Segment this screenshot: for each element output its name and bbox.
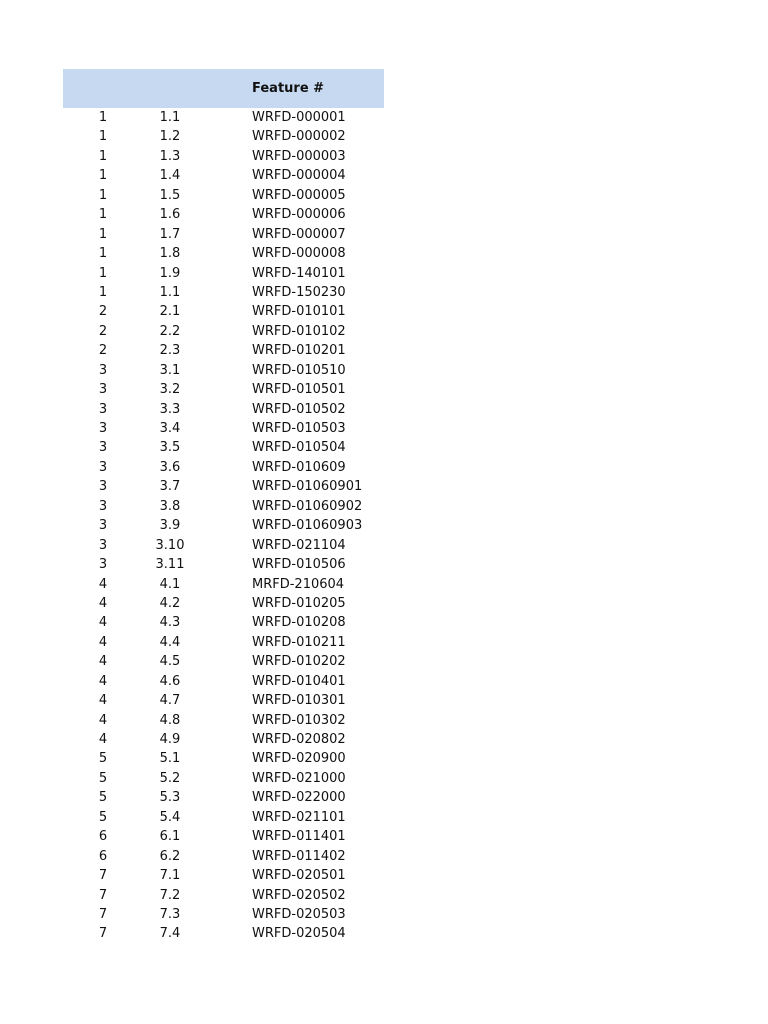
cell-feature-id: WRFD-021000 [252, 770, 346, 786]
cell-index: 3 [98, 537, 108, 553]
cell-subindex: 4.1 [159, 576, 181, 592]
table-row [63, 905, 384, 924]
cell-feature-id: WRFD-000004 [252, 168, 346, 184]
cell-feature-id: WRFD-010501 [252, 382, 346, 398]
table-row [63, 827, 384, 846]
cell-subindex: 5.3 [159, 790, 181, 806]
cell-subindex: 5.2 [159, 770, 181, 786]
cell-feature-id: WRFD-020503 [252, 906, 346, 922]
cell-feature-id: WRFD-020502 [252, 887, 346, 903]
cell-subindex: 1.6 [159, 207, 181, 223]
table-row [63, 711, 384, 730]
table-row [63, 730, 384, 749]
table-row [63, 633, 384, 652]
table-row [63, 322, 384, 341]
cell-subindex: 3.10 [155, 537, 185, 553]
cell-index: 4 [98, 654, 108, 670]
cell-feature-id: WRFD-010205 [252, 595, 346, 611]
table-row [63, 594, 384, 613]
cell-feature-id: WRFD-000005 [252, 187, 346, 203]
cell-feature-id: WRFD-020900 [252, 751, 346, 767]
cell-subindex: 5.1 [159, 751, 181, 767]
cell-index: 1 [98, 207, 108, 223]
cell-subindex: 3.7 [159, 479, 181, 495]
cell-index: 1 [98, 148, 108, 164]
header-cell-subindex [143, 69, 223, 108]
cell-feature-id: WRFD-01060903 [252, 518, 363, 534]
cell-feature-id: WRFD-010510 [252, 362, 346, 378]
table-row [63, 361, 384, 380]
cell-subindex: 6.1 [159, 829, 181, 845]
cell-feature-id: WRFD-021101 [252, 809, 346, 825]
header-cell-index [63, 69, 143, 108]
cell-subindex: 4.5 [159, 654, 181, 670]
cell-subindex: 3.1 [159, 362, 181, 378]
cell-subindex: 4.3 [159, 615, 181, 631]
table-row [63, 477, 384, 496]
cell-feature-id: WRFD-010401 [252, 673, 346, 689]
cell-feature-id: WRFD-010102 [252, 323, 346, 339]
cell-index: 1 [98, 246, 108, 262]
table-row [63, 769, 384, 788]
table-row [63, 127, 384, 146]
table-row [63, 458, 384, 477]
header-cell-feature: Feature # [252, 81, 325, 96]
table-row [63, 497, 384, 516]
table-row [63, 400, 384, 419]
cell-subindex: 1.8 [159, 246, 181, 262]
cell-feature-id: WRFD-010502 [252, 401, 346, 417]
cell-feature-id: WRFD-010208 [252, 615, 346, 631]
cell-index: 1 [98, 265, 108, 281]
cell-index: 4 [98, 576, 108, 592]
cell-index: 7 [98, 868, 108, 884]
cell-subindex: 4.7 [159, 693, 181, 709]
cell-index: 1 [98, 284, 108, 300]
table-row [63, 516, 384, 535]
cell-subindex: 1.1 [159, 284, 181, 300]
cell-subindex: 3.9 [159, 518, 181, 534]
table-row [63, 166, 384, 185]
cell-feature-id: WRFD-021104 [252, 537, 346, 553]
table-row [63, 924, 384, 943]
table-row [63, 672, 384, 691]
cell-index: 5 [98, 790, 108, 806]
cell-subindex: 3.5 [159, 440, 181, 456]
cell-index: 6 [98, 829, 108, 845]
table-row [63, 419, 384, 438]
table-row [63, 613, 384, 632]
cell-feature-id: WRFD-140101 [252, 265, 346, 281]
table-row [63, 886, 384, 905]
cell-index: 3 [98, 421, 108, 436]
cell-feature-id: WRFD-022000 [252, 790, 346, 806]
cell-index: 5 [98, 751, 108, 767]
cell-index: 2 [98, 323, 108, 339]
cell-index: 4 [98, 712, 108, 728]
cell-subindex: 6.2 [159, 848, 181, 864]
table-body [63, 108, 384, 944]
cell-index: 3 [98, 518, 108, 534]
cell-subindex: 3.11 [155, 557, 185, 573]
cell-index: 2 [98, 304, 108, 320]
cell-feature-id: WRFD-010506 [252, 557, 346, 573]
cell-feature-id: WRFD-010504 [252, 440, 346, 456]
cell-index: 4 [98, 595, 108, 611]
cell-feature-id: WRFD-020504 [252, 926, 346, 942]
cell-index: 3 [98, 557, 108, 573]
cell-subindex: 1.4 [159, 168, 181, 184]
cell-subindex: 2.2 [159, 323, 181, 339]
table-row [63, 847, 384, 866]
cell-feature-id: WRFD-011402 [252, 848, 346, 864]
cell-index: 4 [98, 693, 108, 709]
cell-subindex: 2.1 [159, 304, 181, 320]
cell-feature-id: WRFD-010609 [252, 459, 346, 475]
cell-feature-id: WRFD-010302 [252, 712, 346, 728]
cell-index: 4 [98, 673, 108, 689]
cell-subindex: 4.8 [159, 712, 181, 728]
cell-feature-id: WRFD-000007 [252, 226, 346, 242]
table-row [63, 264, 384, 283]
table-row [63, 575, 384, 594]
table-row [63, 438, 384, 457]
cell-feature-id: WRFD-01060901 [252, 479, 363, 495]
cell-index: 3 [98, 362, 108, 378]
cell-subindex: 3.4 [159, 421, 181, 436]
cell-subindex: 7.4 [159, 926, 181, 942]
cell-index: 7 [98, 906, 108, 922]
table-row [63, 147, 384, 166]
table-row [63, 380, 384, 399]
table-row [63, 108, 384, 127]
cell-index: 3 [98, 401, 108, 417]
cell-index: 3 [98, 498, 108, 514]
cell-index: 3 [98, 479, 108, 495]
cell-feature-id: MRFD-210604 [252, 576, 345, 592]
table-row [63, 788, 384, 807]
cell-feature-id: WRFD-000006 [252, 207, 346, 223]
table-row [63, 302, 384, 321]
table-header [63, 69, 384, 108]
cell-index: 3 [98, 382, 108, 398]
cell-subindex: 3.3 [159, 401, 181, 417]
cell-feature-id: WRFD-150230 [252, 284, 346, 300]
table-row [63, 749, 384, 768]
table-row [63, 691, 384, 710]
cell-index: 1 [98, 226, 108, 242]
table-row [63, 205, 384, 224]
cell-subindex: 1.2 [159, 129, 181, 145]
cell-feature-id: WRFD-010101 [252, 304, 346, 320]
table-row [63, 283, 384, 302]
cell-subindex: 1.9 [159, 265, 181, 281]
cell-feature-id: WRFD-010211 [252, 634, 346, 650]
cell-index: 5 [98, 809, 108, 825]
cell-feature-id: WRFD-01060902 [252, 498, 363, 514]
cell-subindex: 7.1 [159, 868, 181, 884]
cell-index: 1 [98, 129, 108, 145]
cell-subindex: 3.6 [159, 459, 181, 475]
cell-index: 4 [98, 634, 108, 650]
cell-index: 7 [98, 887, 108, 903]
cell-feature-id: WRFD-000002 [252, 129, 346, 145]
cell-subindex: 7.2 [159, 887, 181, 903]
cell-feature-id: WRFD-000008 [252, 246, 346, 262]
cell-feature-id: WRFD-010202 [252, 654, 346, 670]
table-row [63, 244, 384, 263]
cell-index: 3 [98, 459, 108, 475]
cell-index: 5 [98, 770, 108, 786]
cell-subindex: 5.4 [159, 809, 181, 825]
cell-feature-id: WRFD-010503 [252, 421, 346, 436]
cell-index: 1 [98, 110, 108, 125]
cell-feature-id: WRFD-000003 [252, 148, 346, 164]
feature-table [63, 69, 384, 944]
cell-index: 3 [98, 440, 108, 456]
table-row [63, 866, 384, 885]
cell-feature-id: WRFD-000001 [252, 110, 346, 125]
cell-subindex: 4.9 [159, 732, 181, 747]
cell-feature-id: WRFD-020802 [252, 732, 346, 747]
cell-subindex: 1.1 [159, 110, 181, 125]
cell-subindex: 1.7 [159, 226, 181, 242]
table-row [63, 536, 384, 555]
table-row [63, 186, 384, 205]
cell-feature-id: WRFD-010201 [252, 343, 346, 359]
table-row [63, 652, 384, 671]
cell-subindex: 1.3 [159, 148, 181, 164]
cell-index: 6 [98, 848, 108, 864]
cell-subindex: 4.6 [159, 673, 181, 689]
cell-index: 4 [98, 732, 108, 747]
cell-index: 2 [98, 343, 108, 359]
table-row [63, 555, 384, 574]
table-row [63, 341, 384, 360]
cell-subindex: 7.3 [159, 906, 181, 922]
table-row [63, 808, 384, 827]
table-row [63, 225, 384, 244]
cell-feature-id: WRFD-020501 [252, 868, 346, 884]
cell-subindex: 3.2 [159, 382, 181, 398]
cell-subindex: 1.5 [159, 187, 181, 203]
cell-subindex: 4.4 [159, 634, 181, 650]
cell-index: 4 [98, 615, 108, 631]
cell-subindex: 2.3 [159, 343, 181, 359]
cell-index: 1 [98, 168, 108, 184]
cell-index: 7 [98, 926, 108, 942]
cell-feature-id: WRFD-010301 [252, 693, 346, 709]
cell-index: 1 [98, 187, 108, 203]
cell-feature-id: WRFD-011401 [252, 829, 346, 845]
cell-subindex: 3.8 [159, 498, 181, 514]
cell-subindex: 4.2 [159, 595, 181, 611]
